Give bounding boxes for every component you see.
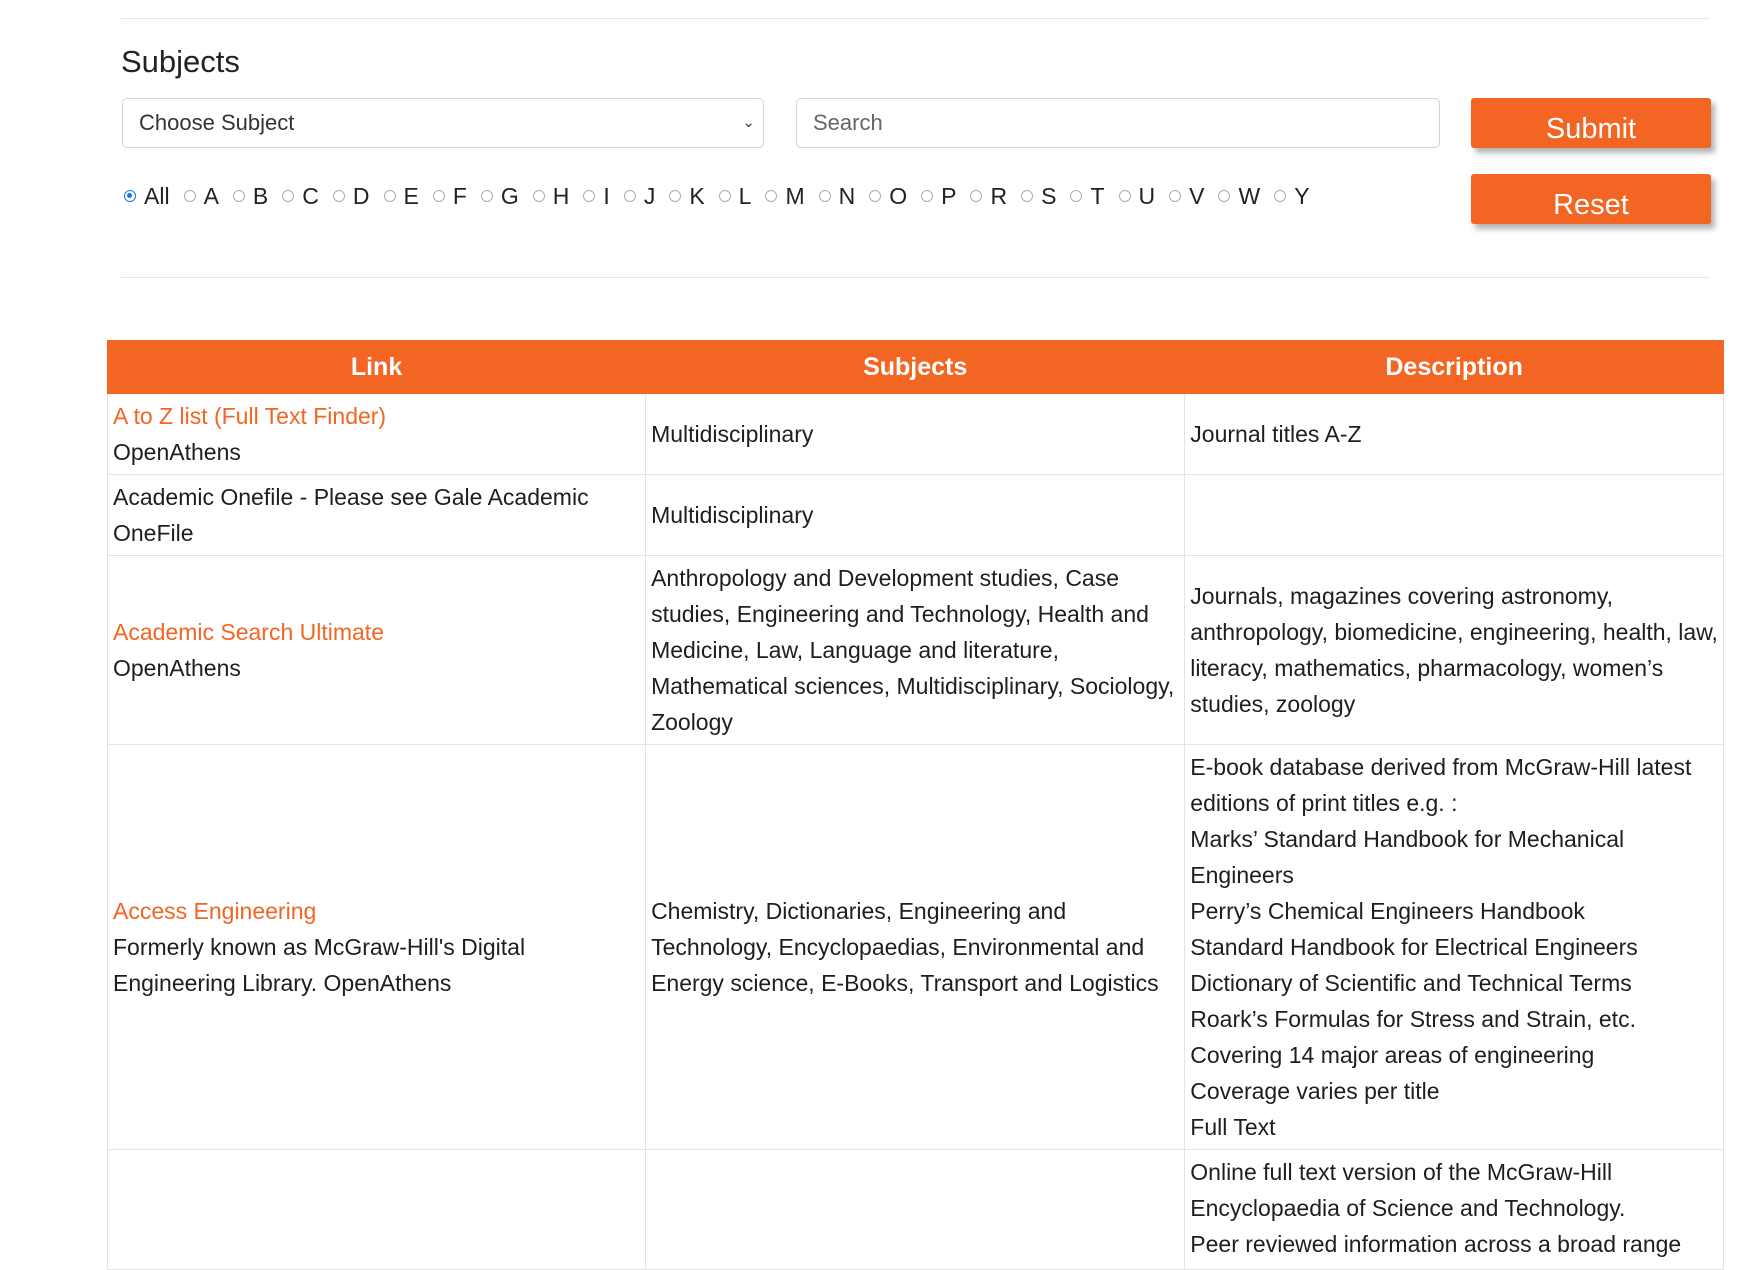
resource-note: Formerly known as McGraw-Hill's Digital Engineering Library. OpenAthens [113, 934, 526, 996]
resource-link[interactable]: Access Engineering [113, 898, 317, 924]
letter-label: J [643, 182, 656, 209]
subjects-cell: Chemistry, Dictionaries, Engineering and Technology, Encyclopaedias, Environmental and Energy science, E-Books, Transport and Logistics [646, 745, 1185, 1150]
letter-option-l[interactable] [719, 183, 752, 210]
letter-label: P [941, 182, 957, 209]
radio-icon[interactable] [583, 190, 595, 202]
reset-button[interactable]: Reset [1471, 174, 1711, 224]
letter-option-w[interactable] [1218, 183, 1260, 210]
resource-link[interactable]: Academic Search Ultimate [113, 619, 384, 645]
link-cell [108, 1150, 646, 1270]
description-line: Full Text [1190, 1114, 1276, 1140]
subjects-cell: Multidisciplinary [646, 475, 1185, 556]
description-line: Covering 14 major areas of engineering [1190, 1042, 1595, 1068]
resource-note: OpenAthens [113, 439, 241, 465]
link-cell [108, 394, 646, 475]
description-line: Journal titles A-Z [1190, 421, 1362, 447]
letter-option-n[interactable] [819, 183, 856, 210]
radio-icon[interactable] [719, 190, 731, 202]
letter-label: U [1138, 182, 1156, 209]
letter-label: I [603, 182, 610, 209]
link-cell [108, 475, 646, 556]
description-line: Peer reviewed information across a broad range [1190, 1231, 1682, 1257]
letter-label: V [1189, 182, 1205, 209]
description-cell [1185, 556, 1724, 745]
letter-option-h[interactable] [533, 183, 570, 210]
subject-select[interactable] [122, 98, 764, 148]
radio-icon[interactable] [624, 190, 636, 202]
letter-option-u[interactable] [1119, 183, 1156, 210]
radio-icon[interactable] [481, 190, 493, 202]
description-line: Perry’s Chemical Engineers Handbook [1190, 898, 1585, 924]
radio-icon[interactable] [921, 190, 933, 202]
table-row [108, 394, 1724, 475]
radio-icon[interactable] [533, 190, 545, 202]
letter-label: A [203, 182, 219, 209]
description-cell [1185, 745, 1724, 1150]
description-cell [1185, 1150, 1724, 1270]
letter-option-i[interactable] [583, 183, 609, 210]
letter-option-y[interactable] [1274, 183, 1309, 210]
resource-note: OpenAthens [113, 655, 241, 681]
radio-icon[interactable] [384, 190, 396, 202]
description-cell [1185, 475, 1724, 556]
radio-icon[interactable] [333, 190, 345, 202]
radio-icon[interactable] [765, 190, 777, 202]
letter-filter [124, 180, 1324, 212]
letter-label: O [889, 182, 908, 209]
description-line: Online full text version of the McGraw-Hill Encyclopaedia of Science and Technology. [1190, 1159, 1626, 1221]
header-subjects: Subjects [646, 341, 1185, 394]
radio-icon[interactable] [1119, 190, 1131, 202]
chevron-down-icon: ⌄ [742, 114, 755, 131]
letter-label: L [738, 182, 752, 209]
letter-option-f[interactable] [433, 183, 467, 210]
description-line: Dictionary of Scientific and Technical Terms [1190, 970, 1632, 996]
letter-label: E [403, 182, 419, 209]
radio-icon[interactable] [669, 190, 681, 202]
subjects-cell: Multidisciplinary [646, 394, 1185, 475]
radio-icon[interactable] [124, 190, 136, 202]
radio-icon[interactable] [233, 190, 245, 202]
letter-option-all[interactable] [124, 183, 170, 210]
letter-label: Y [1294, 182, 1310, 209]
letter-label: R [990, 182, 1008, 209]
letter-option-c[interactable] [282, 183, 319, 210]
radio-icon[interactable] [1070, 190, 1082, 202]
description-line: Coverage varies per title [1190, 1078, 1440, 1104]
letter-label: D [352, 182, 370, 209]
letter-label: N [838, 182, 856, 209]
radio-icon[interactable] [184, 190, 196, 202]
table-row [108, 475, 1724, 556]
subjects-heading: Subjects [121, 44, 240, 79]
header-link: Link [108, 341, 646, 394]
letter-label: M [785, 182, 805, 209]
resource-link[interactable]: A to Z list (Full Text Finder) [113, 403, 387, 429]
header-description: Description [1185, 341, 1724, 394]
subjects-cell: Anthropology and Development studies, Case studies, Engineering and Technology, Health and Medicine, Law, Language and literature, Mathematical sciences, Multidisciplinary, Sociology, Zoology [646, 556, 1185, 745]
radio-icon[interactable] [282, 190, 294, 202]
radio-icon[interactable] [869, 190, 881, 202]
letter-label: C [302, 182, 319, 209]
description-cell [1185, 394, 1724, 475]
subject-select-value: Choose Subject [139, 110, 295, 135]
description-line: E-book database derived from McGraw-Hill latest editions of print titles e.g. : [1190, 754, 1692, 816]
letter-option-r[interactable] [970, 183, 1007, 210]
radio-icon[interactable] [819, 190, 831, 202]
description-line: Roark’s Formulas for Stress and Strain, etc. [1190, 1006, 1636, 1032]
top-divider [121, 18, 1710, 19]
letter-option-k[interactable] [669, 183, 704, 210]
letter-option-d[interactable] [333, 183, 370, 210]
radio-icon[interactable] [1218, 190, 1230, 202]
submit-button[interactable]: Submit [1471, 98, 1711, 148]
resource-note: Academic Onefile - Please see Gale Academic OneFile [113, 484, 589, 546]
link-cell [108, 745, 646, 1150]
letter-option-t[interactable] [1070, 183, 1104, 210]
letter-option-p[interactable] [921, 183, 956, 210]
search-input[interactable] [796, 98, 1440, 148]
letter-label: W [1238, 182, 1261, 209]
letter-option-s[interactable] [1021, 183, 1056, 210]
table-row [108, 745, 1724, 1150]
table-row [108, 556, 1724, 745]
table-row [108, 1150, 1724, 1270]
letter-option-m[interactable] [765, 183, 804, 210]
letter-label: T [1090, 182, 1105, 209]
radio-icon[interactable] [1021, 190, 1033, 202]
letter-label: All [144, 182, 170, 209]
radio-icon[interactable] [1274, 190, 1286, 202]
letter-option-b[interactable] [233, 183, 268, 210]
letter-label: G [500, 182, 519, 209]
table-header-row [108, 341, 1724, 394]
letter-option-j[interactable] [624, 183, 656, 210]
radio-icon[interactable] [433, 190, 445, 202]
letter-option-o[interactable] [869, 183, 907, 210]
subjects-cell [646, 1150, 1185, 1270]
radio-icon[interactable] [1169, 190, 1181, 202]
letter-label: B [252, 182, 269, 209]
radio-icon[interactable] [970, 190, 982, 202]
description-line: Standard Handbook for Electrical Engineers [1190, 934, 1638, 960]
letter-option-a[interactable] [184, 183, 219, 210]
letter-option-g[interactable] [481, 183, 519, 210]
description-line: Marks’ Standard Handbook for Mechanical Engineers [1190, 826, 1625, 888]
letter-option-e[interactable] [384, 183, 419, 210]
letter-label: S [1041, 182, 1057, 209]
link-cell [108, 556, 646, 745]
description-line: Journals, magazines covering astronomy, anthropology, biomedicine, engineering, health, law, literacy, mathematics, pharmacology, women’s studies, zoology [1190, 583, 1718, 717]
letter-label: K [689, 182, 705, 209]
letter-option-v[interactable] [1169, 183, 1204, 210]
letter-label: F [452, 182, 467, 209]
resources-table [107, 340, 1724, 1270]
letter-label: H [552, 182, 570, 209]
filter-divider [121, 277, 1710, 278]
